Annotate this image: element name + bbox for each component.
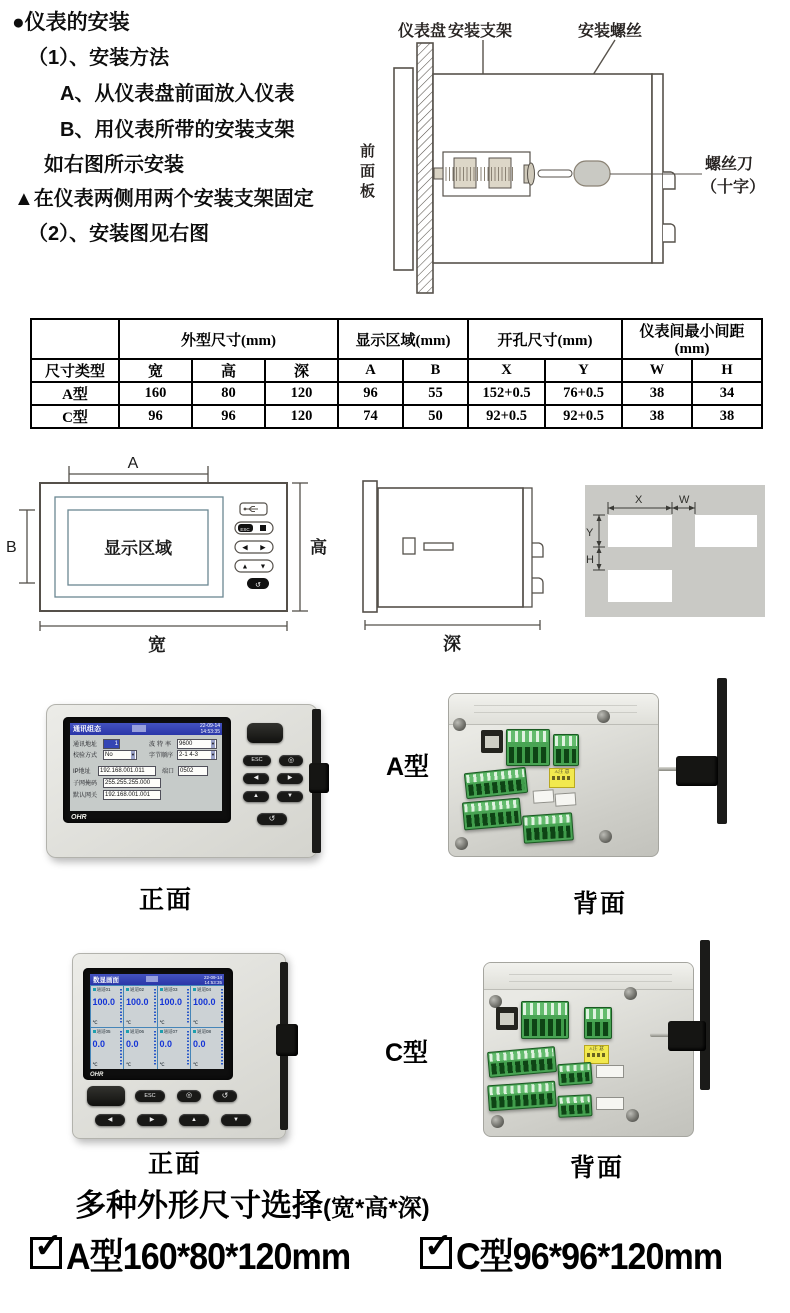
col-x: X	[468, 359, 545, 382]
screen-title-bar	[90, 974, 224, 985]
side-dimension-drawing	[340, 448, 555, 663]
usb-cover	[247, 723, 283, 743]
col-y: Y	[545, 359, 622, 382]
field-label: 通讯地址	[73, 742, 98, 748]
field-value: No ▼	[105, 752, 135, 758]
group-cutout: 开孔尺寸(mm)	[468, 319, 622, 359]
record-button: ◎	[177, 1090, 201, 1102]
warning-label: ⚠注 意	[549, 768, 575, 788]
install-step-b: B、用仪表所带的安装支架	[60, 119, 295, 141]
table-row-a: A型 160 80 120 96 55 152+0.5 76+0.5 38 34	[31, 382, 762, 405]
channel-cell: 通道02 100.0 ℃	[123, 985, 158, 1028]
col-depth: 深	[265, 359, 338, 382]
terminal-block-12pin	[464, 767, 528, 799]
brand-logo: OHR	[71, 814, 87, 821]
esc-button: ESC	[135, 1090, 165, 1102]
group-spacing: 仪表间最小间距(mm)	[622, 319, 762, 359]
channel-cell: 通道03 100.0 ℃	[157, 985, 192, 1028]
dim-b: B	[6, 539, 17, 556]
checkbox-c	[420, 1227, 453, 1269]
channel-cell: 通道07 0.0 ℃	[157, 1027, 192, 1070]
enclosure	[448, 693, 659, 857]
usb-cover	[87, 1086, 125, 1106]
depth-label: 深	[443, 634, 461, 654]
up-arrow-icon: ▲	[241, 563, 249, 571]
option-a	[30, 1226, 375, 1280]
channel-grid	[90, 985, 224, 1069]
screwdriver-label-2: （十字）	[701, 179, 766, 196]
warning-icon: ⚠	[554, 769, 559, 774]
screwdriver-handle	[574, 161, 610, 186]
screen-title-bar	[70, 723, 222, 735]
cutout-x-label: X	[635, 494, 643, 506]
field-label: 字节顺序	[149, 753, 174, 759]
top-face	[484, 963, 693, 990]
footer-title-text: 多种外形尺寸选择	[75, 1188, 323, 1223]
power-connector	[668, 1021, 706, 1051]
esc-button: ESC	[243, 755, 271, 766]
esc-label: ESC	[240, 527, 250, 532]
label-plate	[533, 789, 555, 803]
terminal-block-12pin	[487, 1046, 557, 1078]
dropdown-icon: ▼	[211, 752, 215, 757]
terminal-block-8pin	[521, 1001, 569, 1039]
terminal-block-4pin	[557, 1094, 592, 1118]
case-screw	[624, 987, 637, 1000]
left-arrow-icon: ◀	[242, 544, 248, 552]
case-screw	[491, 1115, 504, 1128]
down-arrow-icon: ▼	[259, 563, 267, 571]
side-connector	[276, 1024, 298, 1056]
top-face	[449, 694, 658, 725]
down-button: ▼	[221, 1114, 251, 1126]
terminal-block-12pin	[487, 1081, 557, 1112]
col-width: 宽	[119, 359, 192, 382]
record-button: ◎	[279, 755, 303, 766]
panel-flange	[717, 678, 727, 824]
bracket-label: 安装支架	[448, 23, 513, 40]
title-badge	[146, 976, 158, 982]
type-a-front-photo	[46, 704, 318, 858]
footer-title-suffix: (宽*高*深)	[323, 1195, 430, 1222]
field-label: 端口	[162, 769, 175, 775]
footer-title	[75, 1180, 430, 1225]
group-outline: 外型尺寸(mm)	[119, 319, 338, 359]
cutout-w-label: W	[679, 494, 690, 506]
case-screw	[453, 718, 466, 731]
terminal-block-3pin	[584, 1007, 612, 1039]
col-h: H	[692, 359, 762, 382]
warning-label: ⚠注 意	[584, 1045, 609, 1064]
channel-cell: 通道04 100.0 ℃	[190, 985, 224, 1028]
lcd-display	[70, 723, 222, 811]
screen-title: 数显画面	[93, 977, 119, 984]
col-type: 尺寸类型	[31, 359, 119, 382]
install-note-2: ▲在仪表两侧用两个安装支架固定	[14, 188, 314, 210]
svg-text:面: 面	[360, 163, 376, 180]
installation-diagram	[350, 4, 790, 304]
type-c-front-photo	[72, 953, 286, 1139]
panel-flange	[700, 940, 710, 1090]
down-button: ▼	[277, 791, 303, 802]
dim-a: A	[127, 455, 139, 472]
terminal-block-12pin	[462, 798, 522, 831]
cutout-dimension-drawing	[583, 481, 768, 621]
col-height: 高	[192, 359, 265, 382]
label-plate	[596, 1065, 624, 1078]
case-screw	[455, 837, 468, 850]
svg-text:前: 前	[360, 143, 376, 160]
screen-datetime: 22-09-14 14:53:35	[199, 723, 220, 735]
check-icon: ✓	[34, 1227, 63, 1265]
display-area-label: 显示区域	[104, 539, 172, 558]
terminal-block-4pin	[557, 1062, 592, 1086]
col-a: A	[338, 359, 403, 382]
field-value: 0502	[178, 766, 208, 776]
field-label: 子网掩码	[73, 781, 98, 787]
warning-icon: ⚠	[589, 1046, 593, 1051]
option-c-label: C型96*96*120mm	[456, 1236, 723, 1277]
type-a-front-caption: 正面	[139, 886, 194, 914]
field-value: 2-1 4-3 ▼	[179, 752, 215, 758]
ethernet-port	[481, 730, 503, 753]
field-value: 192.168.001.011	[98, 766, 156, 776]
option-c	[420, 1226, 745, 1280]
field-label: 默认网关	[73, 793, 98, 799]
svg-text:板: 板	[360, 183, 376, 200]
install-step-1: （1）、安装方法	[28, 47, 170, 69]
channel-cell: 通道06 0.0 ℃	[123, 1027, 158, 1070]
screen-datetime: 22-09-14 14:53:35	[203, 975, 222, 985]
left-button: ◀	[243, 773, 269, 784]
channel-cell: 通道05 0.0 ℃	[90, 1027, 124, 1070]
return-button: ↺	[213, 1090, 237, 1102]
dropdown-icon: ▼	[131, 752, 135, 757]
power-connector	[676, 756, 718, 786]
type-a-back-photo	[448, 678, 730, 860]
install-step-2: （2）、安装图见右图	[28, 223, 210, 245]
return-button: ↺	[257, 813, 287, 825]
field-label: 校验方式	[73, 753, 98, 759]
up-button: ▲	[179, 1114, 209, 1126]
field-label: IP地址	[73, 769, 91, 775]
title-badge	[132, 725, 146, 732]
terminal-block-3pin	[553, 734, 579, 766]
install-step-a: A、从仪表盘前面放入仪表	[60, 83, 295, 105]
option-a-label: A型160*80*120mm	[66, 1236, 351, 1277]
field-value: 1	[103, 739, 120, 749]
screen-bezel	[83, 968, 233, 1080]
lcd-display	[90, 974, 224, 1069]
terminal-block-4pin	[522, 812, 574, 843]
screen-title: 通讯组态	[73, 726, 101, 733]
cutout-y-label: Y	[586, 527, 594, 539]
field-value: 9600 ▼	[179, 741, 215, 747]
case-screw	[626, 1109, 639, 1122]
col-b: B	[403, 359, 468, 382]
case-screw	[597, 710, 610, 723]
ethernet-port	[496, 1007, 518, 1030]
channel-cell: 通道01 100.0 ℃	[90, 985, 124, 1028]
table-row-c: C型 96 96 120 74 50 92+0.5 92+0.5 38 38	[31, 405, 762, 428]
enclosure	[483, 962, 694, 1137]
screwdriver-label: 螺丝刀	[705, 156, 754, 173]
brand-logo: OHR	[90, 1072, 104, 1078]
col-w: W	[622, 359, 692, 382]
cutout-h-label: H	[586, 554, 594, 566]
screw-label: 安装螺丝	[578, 23, 643, 40]
type-c-label: C型	[385, 1039, 429, 1067]
type-c-front-caption: 正面	[148, 1150, 203, 1178]
table-corner	[31, 319, 119, 359]
terminal-block-8pin	[506, 729, 550, 766]
front-panel-label	[360, 142, 375, 200]
right-button: ▶	[277, 773, 303, 784]
type-a-label: A型	[386, 753, 430, 781]
left-button: ◀	[95, 1114, 125, 1126]
type-c-back-photo	[470, 935, 715, 1147]
right-button: ▶	[137, 1114, 167, 1126]
group-display: 显示区域(mm)	[338, 319, 468, 359]
up-button: ▲	[243, 791, 269, 802]
check-icon: ✓	[424, 1227, 453, 1265]
front-dimension-drawing	[0, 448, 340, 663]
checkbox-a	[30, 1227, 63, 1269]
type-a-back-caption: 背面	[573, 890, 628, 918]
label-plate	[596, 1097, 624, 1110]
install-note-1: 如右图所示安装	[44, 154, 184, 176]
dropdown-icon: ▼	[211, 741, 215, 746]
height-label: 高	[310, 538, 327, 557]
channel-cell: 通道08 0.0 ℃	[190, 1027, 224, 1070]
side-connector	[309, 763, 329, 793]
label-plate	[555, 792, 577, 806]
field-value: 192.168.001.001	[103, 790, 161, 800]
panel-label: 仪表盘	[398, 23, 447, 40]
back-arrow-icon: ↺	[255, 582, 261, 589]
size-table	[30, 318, 763, 429]
install-title: ●仪表的安装	[12, 11, 130, 34]
type-c-back-caption: 背面	[570, 1154, 625, 1182]
screen-bezel	[63, 717, 231, 823]
right-arrow-icon: ▶	[260, 544, 266, 552]
field-value: 255.255.255.000	[103, 778, 161, 788]
width-label: 宽	[148, 635, 166, 655]
field-label: 波特率	[149, 742, 174, 748]
case-screw	[599, 830, 612, 843]
